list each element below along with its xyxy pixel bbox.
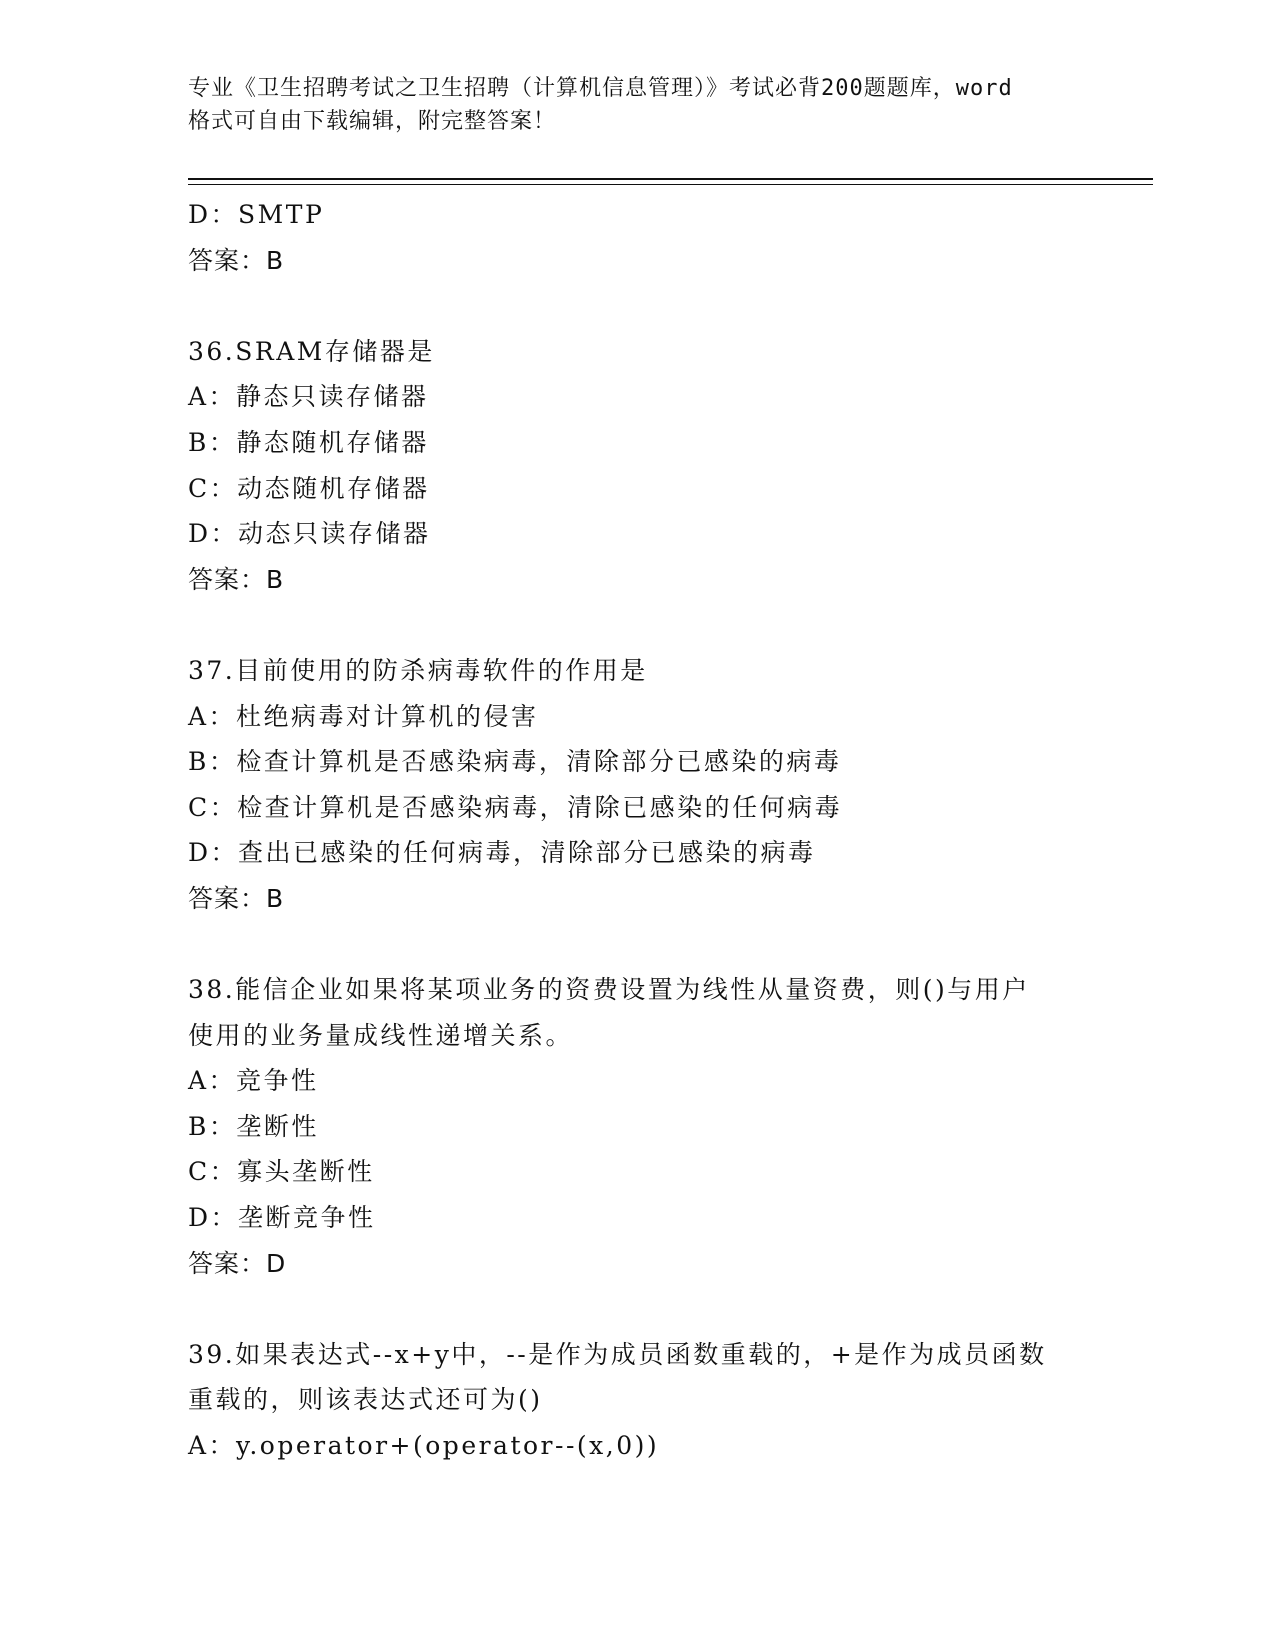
header-line-2: 格式可自由下载编辑，附完整答案！ [188,109,557,134]
question-text-line-2: 使用的业务量成线性递增关系。 [188,1020,574,1050]
option-a: A：杜绝病毒对计算机的侵害 [188,701,539,731]
option-c: C：动态随机存储器 [188,473,430,503]
question-39 [188,1332,1088,1469]
option-a: A：y.operator+(operator--(x,0)) [188,1431,660,1461]
option-a: A：竞争性 [188,1066,319,1096]
option-c: C：检查计算机是否感染病毒，清除已感染的任何病毒 [188,792,843,822]
answer-line: 答案：D [188,1248,287,1278]
option-d: D：动态只读存储器 [188,519,431,549]
spacer [188,1286,1088,1332]
header-line-1: 专业《卫生招聘考试之卫生招聘（计算机信息管理）》考试必背200题题库，word [188,76,1013,101]
question-content [188,192,1088,1469]
option-b: B：垄断性 [188,1111,319,1141]
spacer [188,922,1088,968]
option-d: D：查出已感染的任何病毒，清除部分已感染的病毒 [188,838,816,868]
question-36 [188,329,1088,603]
answer-line: 答案：B [188,245,285,275]
header-divider-thick [188,178,1153,180]
question-text-line-1: 38.能信企业如果将某项业务的资费设置为线性从量资费，则()与用户 [188,975,1030,1005]
option-d: D：垄断竞争性 [188,1203,376,1233]
option-b: B：检查计算机是否感染病毒，清除部分已感染的病毒 [188,747,842,777]
document-header [188,72,1088,138]
answer-line: 答案：B [188,564,285,594]
question-37 [188,648,1088,922]
spacer [188,283,1088,329]
header-divider-thin [188,184,1153,185]
question-text-line-1: 39.如果表达式--x+y中，--是作为成员函数重载的，+是作为成员函数 [188,1339,1047,1369]
option-d: D：SMTP [188,200,325,229]
spacer [188,602,1088,648]
answer-line: 答案：B [188,883,285,913]
option-c: C：寡头垄断性 [188,1157,375,1187]
option-a: A：静态只读存储器 [188,382,429,412]
question-text: 37.目前使用的防杀病毒软件的作用是 [188,655,648,685]
option-b: B：静态随机存储器 [188,427,429,457]
question-text: 36.SRAM存储器是 [188,336,435,366]
question-38 [188,967,1088,1286]
question-text-line-2: 重载的，则该表达式还可为() [188,1385,543,1415]
